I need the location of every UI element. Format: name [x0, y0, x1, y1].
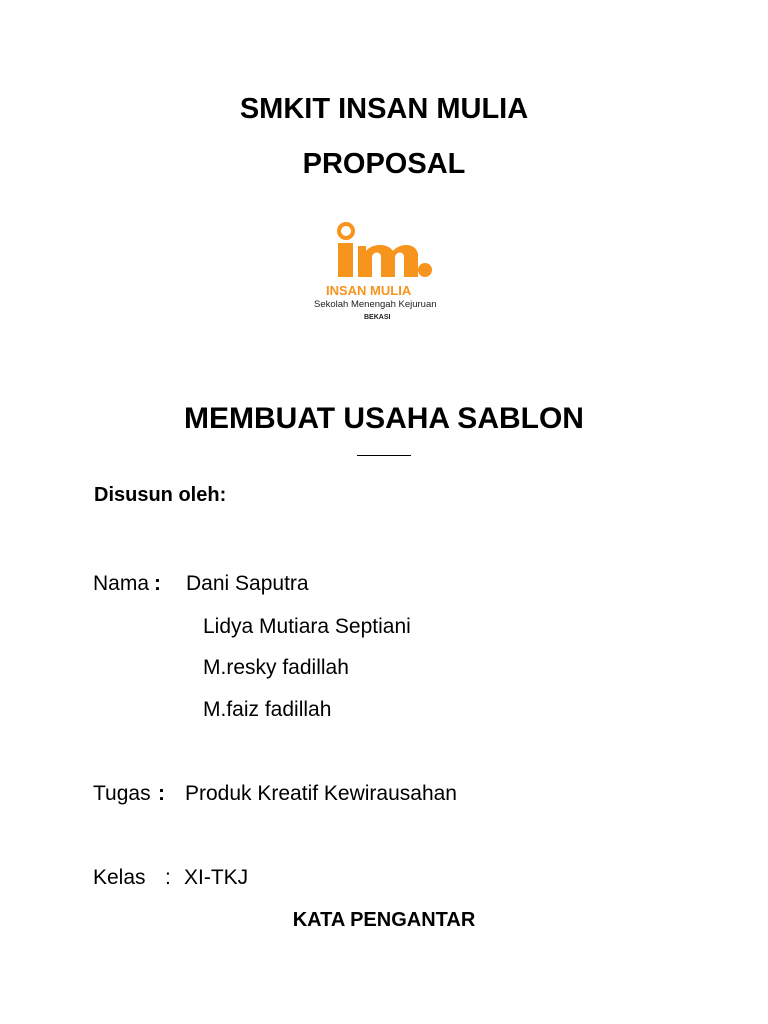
proposal-title: MEMBUAT USAHA SABLON	[184, 402, 584, 435]
authors-heading: Disusun oleh:	[94, 484, 227, 506]
title-divider	[357, 455, 411, 456]
name-label: Nama	[93, 572, 150, 595]
author-name: M.faiz fadillah	[203, 698, 332, 721]
school-logo	[300, 218, 470, 326]
section-heading-kata-pengantar: KATA PENGANTAR	[292, 909, 476, 931]
assignment-label: Tugas	[93, 782, 151, 805]
assignment-value: Produk Kreatif Kewirausahan	[185, 782, 457, 805]
logo-subtitle: Sekolah Menengah Kejuruan	[314, 299, 437, 310]
logo-brand-text: INSAN MULIA	[326, 283, 412, 298]
author-name: M.resky fadillah	[203, 656, 349, 679]
author-name: Dani Saputra	[186, 572, 309, 595]
class-value: XI-TKJ	[184, 866, 249, 889]
author-name: Lidya Mutiara Septiani	[203, 615, 411, 638]
class-colon: :	[165, 866, 171, 889]
logo-city: BEKASI	[364, 314, 391, 321]
assignment-colon: :	[158, 782, 165, 805]
name-colon: :	[154, 572, 161, 595]
class-label: Kelas	[93, 866, 146, 889]
document-type: PROPOSAL	[302, 148, 466, 180]
school-name: SMKIT INSAN MULIA	[239, 93, 529, 125]
